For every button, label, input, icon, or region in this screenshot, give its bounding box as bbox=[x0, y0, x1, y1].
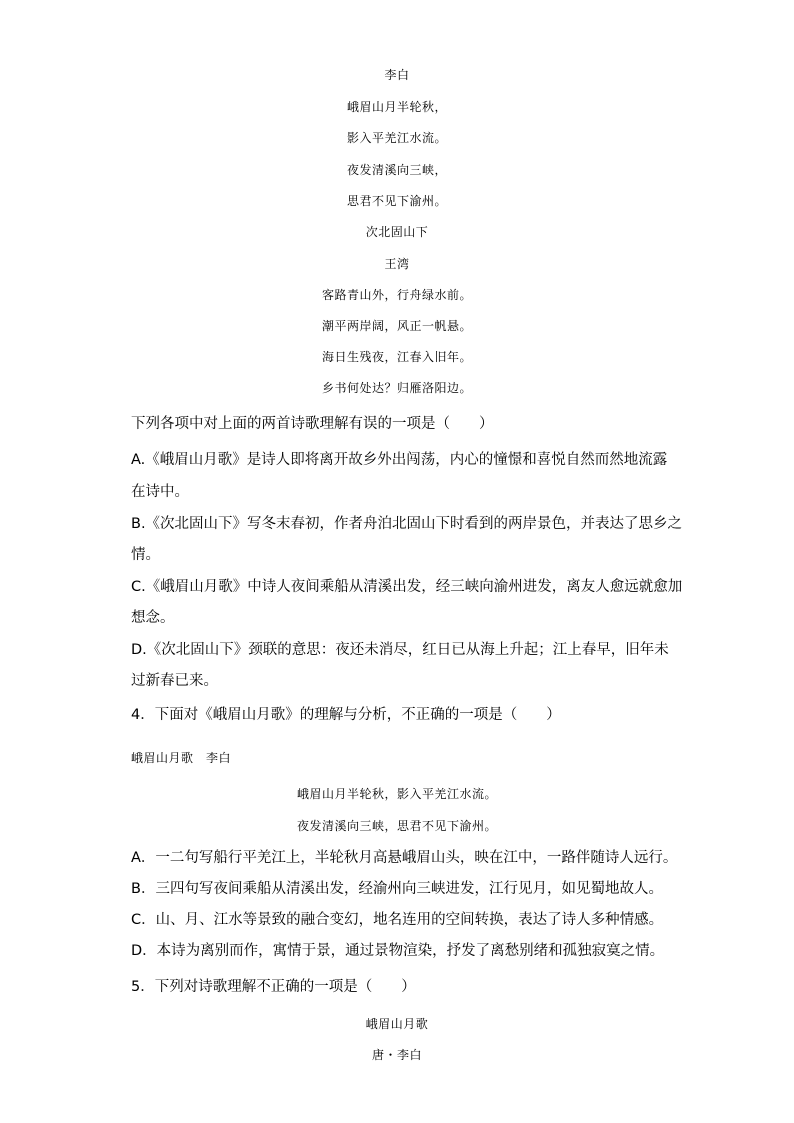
poem1-line: 夜发清溪向三峡， bbox=[346, 163, 447, 177]
question3-option-b: B.《次北固山下》写冬末春初，作者舟泊北固山下时看到的两岸景色，并表达了思乡之 bbox=[131, 516, 683, 532]
question4-stem: 4．下面对《峨眉山月歌》的理解与分析，不正确的一项是（ ） bbox=[131, 707, 561, 723]
poem1-line: 思君不见下渝州。 bbox=[346, 194, 447, 208]
question4-option-c: C．山、月、江水等景致的融合变幻，地名连用的空间转换，表达了诗人多种情感。 bbox=[131, 912, 664, 928]
question5-poem-title: 峨眉山月歌 bbox=[365, 1017, 429, 1031]
poem1-author: 李白 bbox=[384, 68, 410, 82]
question3-option-c-cont: 想念。 bbox=[131, 610, 175, 626]
question3-option-d: D.《次北固山下》颈联的意思：夜还未消尽，红日已从海上升起；江上春早，旧年未 bbox=[131, 642, 669, 658]
question4-poem-line: 峨眉山月半轮秋，影入平羌江水流。 bbox=[296, 787, 497, 801]
question3-option-c: C.《峨眉山月歌》中诗人夜间乘船从清溪出发，经三峡向渝州进发，离友人愈远就愈加 bbox=[131, 579, 683, 595]
poem2-line: 潮平两岸阔，风正一帆悬。 bbox=[321, 319, 472, 333]
question3-option-b-cont: 情。 bbox=[131, 547, 160, 563]
poem2-author: 王湾 bbox=[384, 257, 410, 271]
question5-poem-author: 唐・李白 bbox=[371, 1048, 422, 1062]
question3-option-a: A.《峨眉山月歌》是诗人即将离开故乡外出闯荡，内心的憧憬和喜悦自然而然地流露 bbox=[131, 452, 668, 468]
question4-option-a: A．一二句写船行平羌江上，半轮秋月高悬峨眉山头，映在江中，一路伴随诗人远行。 bbox=[131, 850, 678, 866]
poem2-line: 客路青山外，行舟绿水前。 bbox=[321, 288, 472, 302]
question5-stem: 5．下列对诗歌理解不正确的一项是（ ） bbox=[131, 979, 416, 995]
poem2-line: 乡书何处达？归雁洛阳边。 bbox=[321, 381, 472, 395]
question4-option-d: D．本诗为离别而作，寓情于景，通过景物渲染，抒发了离愁别绪和孤独寂寞之情。 bbox=[131, 943, 665, 959]
poem1-line: 影入平羌江水流。 bbox=[346, 131, 447, 145]
poem2-title: 次北固山下 bbox=[365, 225, 429, 239]
poem2-line: 海日生残夜，江春入旧年。 bbox=[321, 350, 472, 364]
question4-option-b: B．三四句写夜间乘船从清溪出发，经渝州向三峡进发，江行见月，如见蜀地故人。 bbox=[131, 881, 663, 897]
question3-stem: 下列各项中对上面的两首诗歌理解有误的一项是（ ） bbox=[131, 416, 494, 432]
poem1-line: 峨眉山月半轮秋， bbox=[346, 100, 447, 114]
question4-poem-line: 夜发清溪向三峡，思君不见下渝州。 bbox=[296, 819, 497, 833]
question3-option-a-cont: 在诗中。 bbox=[131, 484, 189, 500]
question4-poem-header: 峨眉山月歌 李白 bbox=[131, 751, 232, 765]
question3-option-d-cont: 过新春已来。 bbox=[131, 673, 218, 689]
